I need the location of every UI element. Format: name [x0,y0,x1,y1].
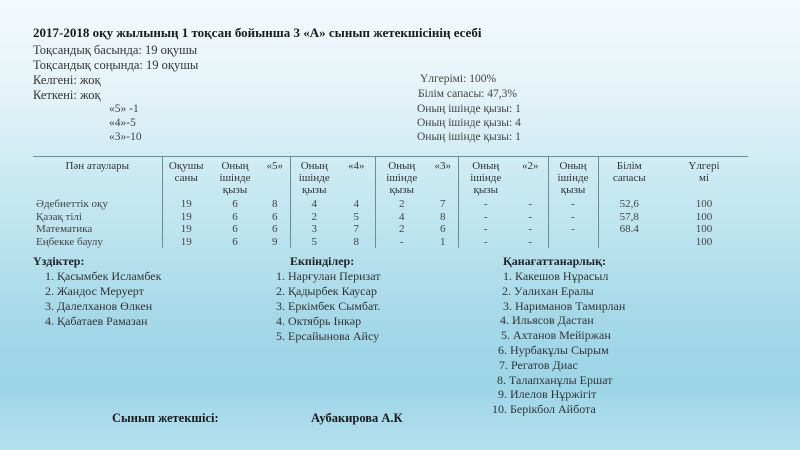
student-name: 3. Далелханов Өлкен [45,299,153,313]
column-header-line: қызы [222,184,248,196]
grade-3-count: «3»-10 [109,131,142,143]
table-cell: 6 [272,210,278,223]
table-cell: 8 [353,235,359,248]
table-cell: - [458,198,513,211]
column-header [513,157,548,199]
table-cell: 5 [353,210,359,223]
column-header-line: Оның [388,160,416,172]
column-header-line: Оның [472,160,500,172]
column-header [548,157,598,199]
column-header-line: қызы [560,184,586,196]
student-name: 9. Илелов Нұржігіт [498,387,597,402]
table-cell: 2 [375,198,428,211]
column-header-line: қызы [473,184,498,196]
report-title: 2017-2018 оқу жылының 1 тоқсан бойынша 3 «А» сынып жетекшісінің есебі [33,25,482,40]
table-row [33,236,748,249]
subject-name: Еңбекке баулу [36,235,103,248]
column-header-line: ішінде [470,172,502,184]
column-header-line: Оның [559,160,587,172]
student-name: 1. Қасымбек Исламбек [45,269,162,283]
students-arrived: Келгені: жоқ [33,73,101,87]
student-name: 8. Талапханұлы Ершат [497,372,613,387]
column-header-line: «2» [522,160,539,172]
column-header-line: ішінде [386,172,418,184]
column-header [162,157,210,199]
girls-grade-5: Оның ішінде қызы: 1 [417,103,521,115]
table-row [33,211,748,224]
column-header-line: Білім [616,160,642,172]
table-cell: 100 [695,235,713,248]
student-name: 5. Ерсайынова Айсу [276,329,380,343]
student-name: 4. Ильясов Дастан [500,313,594,328]
column-header-line: «5» [266,160,283,172]
column-header-line: қызы [302,184,327,196]
table-cell [548,236,598,249]
student-name: 2. Уалихан Ералы [502,283,594,298]
progress-percent: Үлгерімі: 100% [420,73,497,85]
column-header-line: ішінде [298,172,330,184]
girls-grade-3: Оның ішінде қызы: 1 [417,131,521,143]
table-header-row [33,157,748,199]
column-header-line: Пән атаулары [65,160,130,172]
table-cell: 6 [440,223,446,235]
column-header [660,157,748,199]
column-header [375,157,428,199]
table-row [33,223,748,236]
table-cell: - [548,223,598,236]
table-cell: 6 [272,223,278,235]
column-header [458,157,513,199]
column-header-line: Оның [300,160,328,172]
column-header-line: «3» [434,160,451,172]
column-header [598,157,660,199]
student-name: 3. Еркімбек Сымбат. [276,299,381,313]
column-header [338,157,375,199]
student-name: 6. Нурбакұлы Сырым [498,343,609,357]
table-cell: 6 [232,198,238,210]
student-name: 2. Қадырбек Каусар [276,284,377,298]
column-header [260,157,290,199]
column-header-line: саны [174,172,198,184]
column-header-line: мі [698,172,710,184]
table-cell: - [548,198,598,211]
column-header-line: «4» [348,160,365,172]
table-cell: 52,6 [598,198,660,211]
table-cell: - [458,223,513,236]
grades-table [33,156,748,248]
table-cell: 8 [440,210,446,223]
satisfactory-heading: Қанағаттанарлық: [503,254,606,268]
table-cell: 8 [272,198,278,210]
table-cell: 7 [440,198,446,210]
signature-name: Аубакирова А.К [311,411,403,425]
table-cell: 4 [353,198,359,210]
table-cell: 4 [290,198,338,211]
table-cell: 100 [695,210,713,223]
table-cell [598,236,660,249]
student-name: 2. Жандос Меруерт [45,284,144,298]
table-cell: 100 [695,198,713,210]
excellent-heading: Үздіктер: [33,254,85,268]
subject-name: Қазақ тілі [36,210,82,223]
student-name: 1. Нарғулан Перизат [276,269,381,283]
students-left: Кеткені: жоқ [33,88,101,102]
column-header [428,157,458,199]
table-row [33,198,748,211]
table-cell: 7 [353,223,359,235]
table-cell: 19 [162,223,210,236]
table-cell: - [375,236,428,249]
student-name: 4. Қабатаев Рамазан [45,314,148,328]
students-at-start: Тоқсандық басында: 19 оқушы [33,43,198,57]
column-header-line: сапасы [612,172,646,184]
table-cell: - [528,210,533,223]
student-name: 1. Какешов Нұрасыл [503,269,609,283]
table-cell: 19 [162,198,210,211]
subject-name: Әдебиеттік оқу [36,198,108,210]
table-cell: - [458,236,513,249]
students-at-end: Тоқсандық соңында: 19 оқушы [33,58,199,72]
table-cell: 100 [695,223,713,235]
table-cell: 68.4 [598,223,660,236]
table-cell: 1 [440,235,446,248]
column-header [210,157,260,199]
quality-percent: Білім сапасы: 47,3% [418,88,517,100]
table-cell: 57,8 [598,211,660,224]
table-cell: 4 [375,211,428,224]
column-header-line: қызы [389,184,414,196]
girls-grade-4: Оның ішінде қызы: 4 [417,117,521,129]
column-header-line: ішінде [219,172,251,184]
table-cell: 6 [232,210,238,223]
table-cell: - [548,211,598,224]
table-cell: - [528,235,533,248]
table-cell: 9 [272,235,278,248]
good-heading: Екпінділер: [290,254,355,268]
student-name: 4. Октябрь Інкәр [276,314,362,328]
table-cell: - [528,198,533,210]
column-header-line: ішінде [557,172,589,184]
student-name: 5. Ахтанов Мейіржан [501,328,611,343]
table-cell: - [528,223,533,235]
table-cell: 6 [232,223,238,235]
grade-4-count: «4»-5 [109,117,136,129]
subject-name: Математика [36,223,93,235]
column-header [290,157,338,199]
table-cell: 2 [375,223,428,236]
signature-label: Сынып жетекшісі: [112,411,219,425]
student-name: 7. Регатов Диас [499,357,578,372]
column-header-line: Оның [221,160,249,172]
student-name: 10. Берікбол Айбота [492,402,596,417]
table-cell: 19 [162,236,210,249]
grade-5-count: «5» -1 [109,103,139,115]
table-cell: 6 [232,235,238,248]
student-name: 3. Нариманов Тамирлан [503,298,626,313]
table-cell: 19 [162,211,210,224]
table-cell: 5 [290,236,338,249]
column-header [33,157,162,199]
column-header-line: Үлгері [688,160,720,172]
table-cell: 3 [290,223,338,236]
table-cell: - [458,211,513,224]
table-cell: 2 [290,211,338,224]
column-header-line: Оқушы [168,160,204,172]
